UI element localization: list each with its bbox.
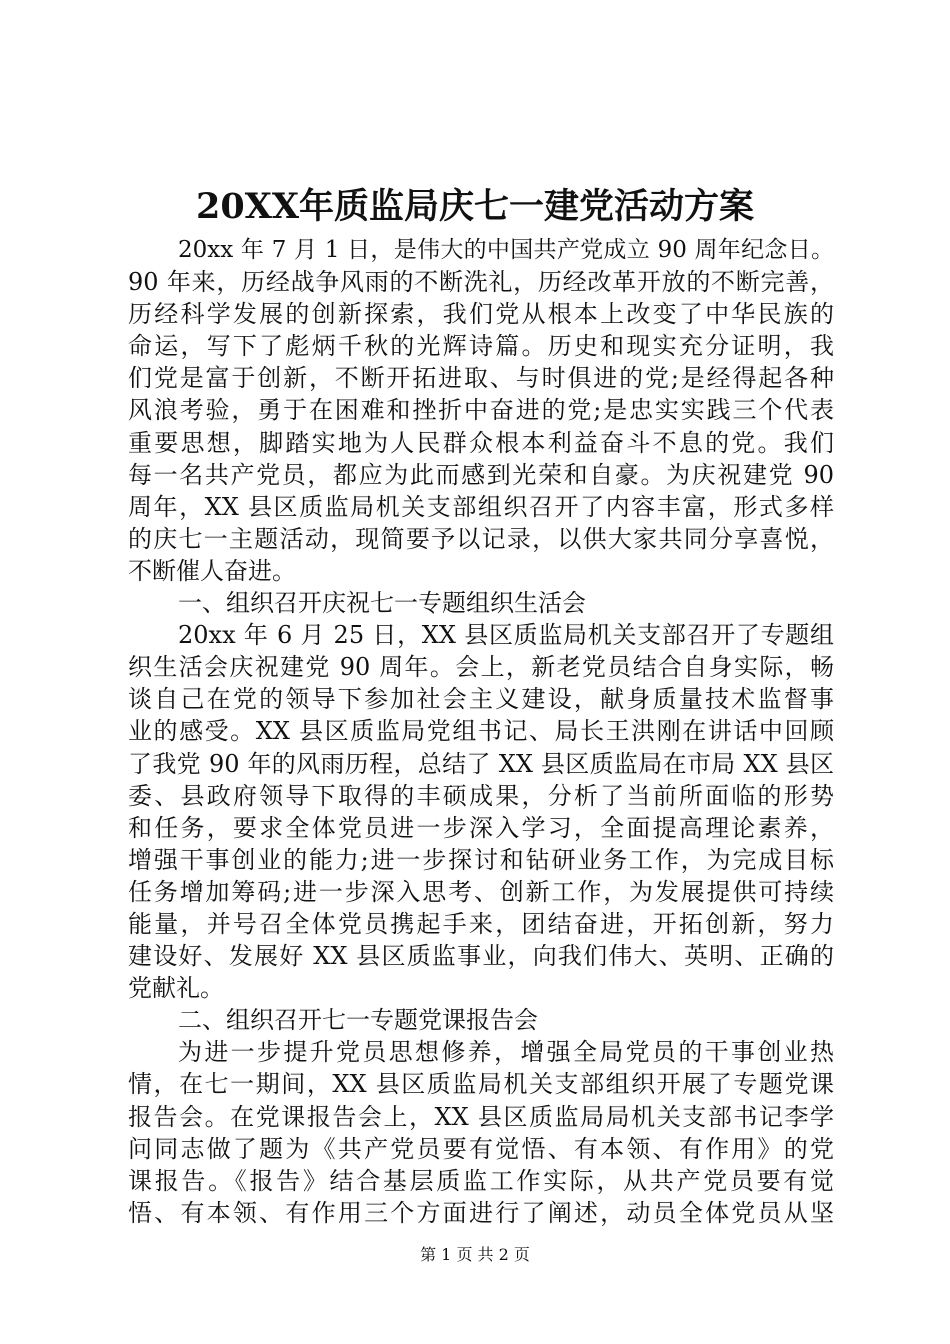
section-heading: 一、组织召开庆祝七一专题组织生活会	[178, 589, 586, 618]
text-line: 90 年来，历经战争风雨的不断洗礼，历经改革开放的不断完善，	[128, 268, 834, 297]
document-title: 20XX年质监局庆七一建党活动方案	[195, 186, 755, 227]
text-line: 20xx 年 6 月 25 日，XX 县区质监局机关支部召开了专题组	[178, 621, 834, 650]
text-line: 们党是富于创新，不断开拓进取、与时俱进的党;是经得起各种	[128, 364, 834, 393]
text-line: 20xx 年 7 月 1 日，是伟大的中国共产党成立 90 周年纪念日。	[178, 237, 834, 263]
text-line: 的庆七一主题活动，现简要予以记录，以供大家共同分享喜悦，	[128, 524, 834, 553]
section-heading: 二、组织召开七一专题党课报告会	[178, 1006, 538, 1035]
text-line: 委、县政府领导下取得的丰硕成果，分析了当前所面临的形势	[128, 781, 834, 810]
text-line: 情，在七一期间，XX 县区质监局机关支部组织开展了专题党课	[128, 1070, 834, 1099]
text-line: 为进一步提升党员思想修养，增强全局党员的干事创业热	[178, 1038, 834, 1067]
text-line: 建设好、发展好 XX 县区质监事业，向我们伟大、英明、正确的	[128, 942, 834, 971]
text-line: 报告会。在党课报告会上，XX 县区质监局局机关支部书记李学	[128, 1102, 834, 1131]
text-line: 和任务，要求全体党员进一步深入学习，全面提高理论素养，	[128, 813, 834, 842]
document-body	[128, 234, 834, 1229]
text-line: 命运，写下了彪炳千秋的光辉诗篇。历史和现实充分证明，我	[128, 332, 834, 361]
text-line: 增强干事创业的能力;进一步探讨和钻研业务工作，为完成目标	[128, 845, 834, 874]
text-line: 课报告。《报告》结合基层质监工作实际，从共产党员要有觉	[128, 1166, 834, 1195]
text-line: 问同志做了题为《共产党员要有觉悟、有本领、有作用》的党	[128, 1134, 834, 1163]
text-line: 每一名共产党员，都应为此而感到光荣和自豪。为庆祝建党 90	[128, 460, 834, 489]
text-line: 能量，并号召全体党员携起手来，团结奋进，开拓创新，努力	[128, 909, 834, 938]
text-line: 风浪考验，勇于在困难和挫折中奋进的党;是忠实实践三个代表	[128, 396, 834, 425]
text-line: 谈自己在党的领导下参加社会主义建设，献身质量技术监督事	[128, 685, 834, 714]
text-line: 周年，XX 县区质监局机关支部组织召开了内容丰富，形式多样	[128, 492, 834, 521]
text-line: 重要思想，脚踏实地为人民群众根本利益奋斗不息的党。我们	[128, 428, 834, 457]
text-line: 历经科学发展的创新探索，我们党从根本上改变了中华民族的	[128, 300, 834, 329]
page-footer: 第 1 页 共 2 页	[420, 1245, 530, 1264]
text-line: 悟、有本领、有作用三个方面进行了阐述，动员全体党员从坚	[128, 1198, 834, 1227]
text-line: 不断催人奋进。	[128, 556, 296, 585]
text-line: 党献礼。	[128, 974, 224, 1003]
text-line: 任务增加筹码;进一步深入思考、创新工作，为发展提供可持续	[128, 877, 834, 906]
text-line: 了我党 90 年的风雨历程，总结了 XX 县区质监局在市局 XX 县区	[128, 749, 834, 778]
text-line: 业的感受。XX 县区质监局党组书记、局长王洪刚在讲话中回顾	[128, 717, 834, 746]
text-line: 织生活会庆祝建党 90 周年。会上，新老党员结合自身实际，畅	[128, 653, 834, 682]
